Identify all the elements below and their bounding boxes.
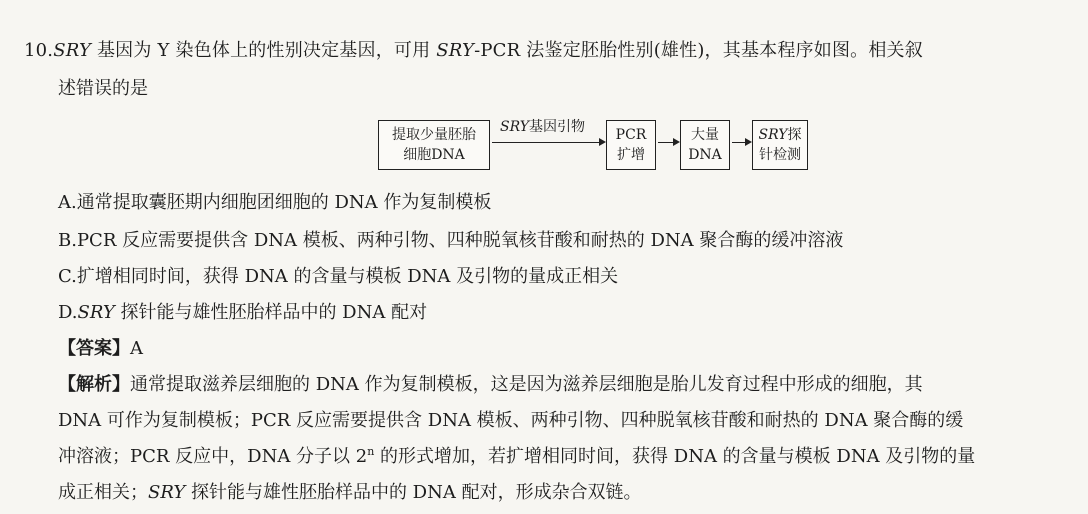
option-d-prefix: D. [58, 302, 78, 323]
question-stem-part2: -PCR 法鉴定胚胎性别(雄性)，其基本程序如图。相关叙 [474, 40, 923, 61]
analysis-line2: DNA 可作为复制模板；PCR 反应需要提供含 DNA 模板、两种引物、四种脱氧核苷酸和耐热的 DNA 聚合酶的缓 [58, 410, 964, 431]
question-stem-part1: 基因为 Y 染色体上的性别决定基因，可用 [91, 40, 437, 61]
step-pcr-box [606, 120, 656, 170]
step-probe-line2: 针检测 [759, 147, 801, 163]
analysis-text1: 通常提取滋养层细胞的 DNA 作为复制模板，这是因为滋养层细胞是胎儿发育过程中形成的细胞，其 [130, 374, 923, 395]
question-number: 10. [24, 40, 54, 61]
step-extract-dna-line1: 提取少量胚胎 [392, 127, 476, 143]
step-dna-box [680, 120, 730, 170]
step-probe-text: 探 [787, 127, 802, 143]
step-dna-line2: DNA [688, 147, 722, 163]
analysis-line3-a: 冲溶液；PCR 反应中，DNA 分子以 2 [58, 446, 368, 467]
option-c: C.扩增相同时间，获得 DNA 的含量与模板 DNA 及引物的量成正相关 [58, 266, 619, 287]
question-stem-line1 [24, 36, 1070, 66]
analysis-line4-a: 成正相关； [58, 482, 148, 503]
primer-label-text: 基因引物 [528, 119, 585, 135]
option-d [58, 298, 427, 328]
step-pcr-line2: 扩增 [617, 147, 645, 163]
step-extract-dna-box [378, 120, 490, 170]
method-gene-name: SRY [436, 40, 475, 61]
primer-label [500, 118, 585, 136]
gene-name: SRY [53, 40, 92, 61]
step-probe-gene: SRY [758, 127, 788, 143]
analysis-line4-gene: SRY [148, 482, 186, 503]
analysis-line1 [58, 370, 1070, 400]
answer-value: A [130, 338, 143, 359]
analysis-line3-b: 的形式增加，若扩增相同时间，获得 DNA 的含量与模板 DNA 及引物的量 [374, 446, 976, 467]
arrow-to-dna [658, 142, 678, 143]
option-a: A.通常提取囊胚期内细胞团细胞的 DNA 作为复制模板 [58, 192, 492, 213]
step-probe-box [752, 120, 808, 170]
step-dna-line1: 大量 [691, 127, 719, 143]
step-extract-dna-line2: 细胞DNA [403, 147, 465, 163]
analysis-line4 [58, 478, 1070, 508]
exponent: n [367, 445, 375, 458]
option-d-text: 探针能与雄性胚胎样品中的 DNA 配对 [114, 302, 428, 323]
analysis-label: 【解析】 [58, 374, 130, 395]
arrow-to-pcr [492, 142, 604, 143]
analysis-line4-b: 探针能与雄性胚胎样品中的 DNA 配对，形成杂合双链。 [185, 482, 642, 503]
analysis-line3 [58, 442, 1070, 472]
option-b: B.PCR 反应需要提供含 DNA 模板、两种引物、四种脱氧核苷酸和耐热的 DNA 聚合酶的缓冲溶液 [58, 230, 844, 251]
step-pcr-line1: PCR [615, 127, 647, 143]
procedure-diagram [372, 114, 812, 172]
option-d-gene: SRY [77, 302, 115, 323]
arrow-to-probe [732, 142, 750, 143]
primer-label-gene: SRY [500, 119, 529, 135]
question-stem-line2: 述错误的是 [58, 78, 148, 99]
step-probe-line1 [753, 125, 807, 145]
answer-line [58, 334, 143, 364]
answer-label: 【答案】 [58, 338, 130, 359]
